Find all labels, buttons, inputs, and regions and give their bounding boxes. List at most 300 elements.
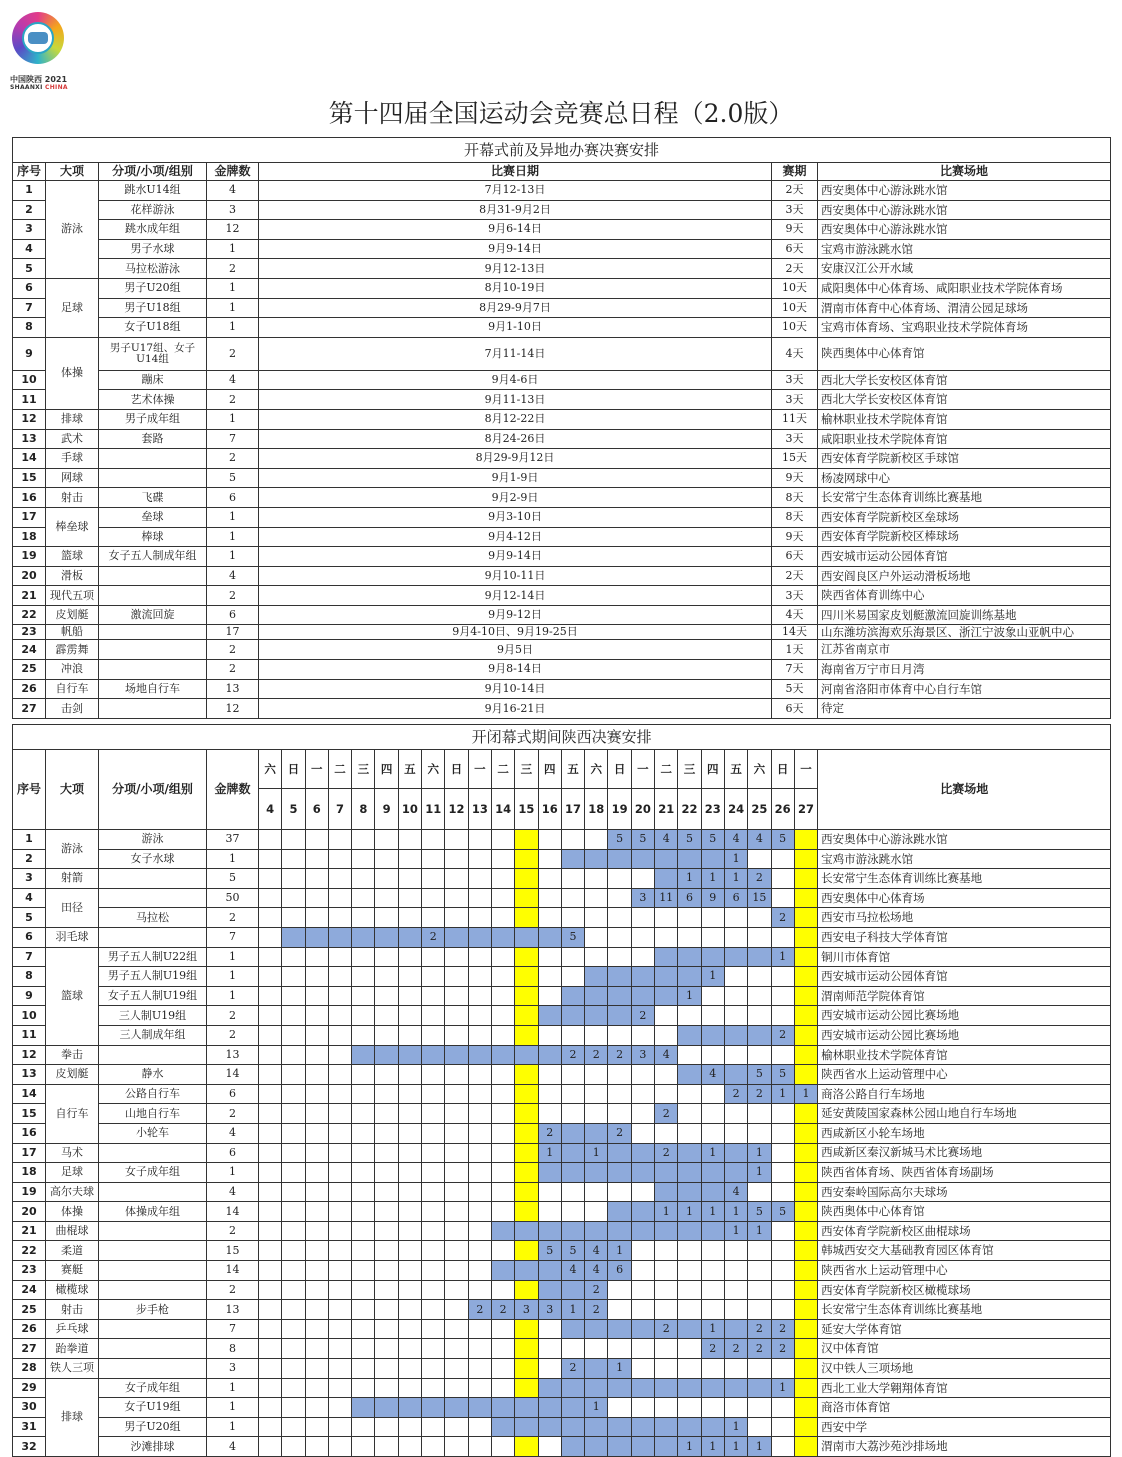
row-seq: 2 (13, 200, 46, 220)
day-cell: 1 (771, 1378, 794, 1398)
day-cell (375, 1319, 398, 1339)
day-cell (375, 869, 398, 889)
row-date: 8月29-9月12日 (259, 449, 772, 469)
day-cell (655, 927, 678, 947)
day-cell (585, 1359, 608, 1379)
day-cell (491, 1084, 514, 1104)
day-cell (561, 1417, 584, 1437)
row-seq: 24 (13, 640, 46, 660)
day-cell: 5 (631, 830, 654, 850)
day-cell (748, 986, 771, 1006)
row-seq: 13 (13, 1065, 46, 1085)
day-cell (328, 1359, 351, 1379)
row-event (99, 699, 207, 719)
day-cell (724, 1319, 747, 1339)
day-cell (491, 1398, 514, 1418)
day-cell: 5 (678, 830, 701, 850)
row-medals: 13 (207, 1045, 259, 1065)
day-cell (724, 927, 747, 947)
day-cell: 1 (748, 1163, 771, 1183)
day-cell (305, 1025, 328, 1045)
day-cell (282, 1339, 305, 1359)
day-cell (422, 849, 445, 869)
table-row (13, 1104, 1111, 1124)
day-cell (724, 1163, 747, 1183)
row-sport: 射击 (46, 488, 99, 508)
row-venue: 延安黄陵国家森林公园山地自行车场地 (818, 1104, 1111, 1124)
row-medals: 1 (207, 239, 259, 259)
day-cell (305, 1437, 328, 1457)
row-duration: 14天 (772, 625, 818, 640)
day-label: 15 (515, 789, 538, 830)
day-cell (422, 1065, 445, 1085)
row-event (99, 927, 207, 947)
day-cell: 1 (748, 1437, 771, 1457)
day-cell (328, 1143, 351, 1163)
day-cell (259, 1163, 282, 1183)
day-cell (538, 1163, 561, 1183)
day-cell: 1 (655, 1202, 678, 1222)
day-cell (398, 1163, 421, 1183)
day-cell (748, 1280, 771, 1300)
table-row (13, 278, 1111, 298)
row-event: 套路 (99, 429, 207, 449)
row-seq: 27 (13, 1339, 46, 1359)
row-event: 激流回旋 (99, 605, 207, 625)
table-row (13, 1300, 1111, 1320)
day-cell (585, 908, 608, 928)
row-seq: 22 (13, 605, 46, 625)
day-cell (701, 1280, 724, 1300)
day-cell (259, 986, 282, 1006)
day-cell (422, 1123, 445, 1143)
table-row (13, 830, 1111, 850)
day-cell (398, 1084, 421, 1104)
day-cell (445, 1417, 468, 1437)
day-cell (468, 1378, 491, 1398)
column-header-venue: 比赛场地 (818, 750, 1111, 830)
day-cell (771, 1221, 794, 1241)
row-seq: 20 (13, 1202, 46, 1222)
row-medals: 8 (207, 1339, 259, 1359)
row-medals: 50 (207, 888, 259, 908)
day-cell (259, 1437, 282, 1457)
row-medals: 14 (207, 1202, 259, 1222)
day-cell (771, 1300, 794, 1320)
day-cell (352, 1006, 375, 1026)
row-sport: 足球 (46, 278, 99, 337)
day-cell (282, 1123, 305, 1143)
row-venue: 西安奥体中心体育场 (818, 888, 1111, 908)
day-cell (585, 986, 608, 1006)
row-seq: 4 (13, 888, 46, 908)
day-cell (631, 1437, 654, 1457)
day-cell (468, 927, 491, 947)
day-cell (794, 830, 817, 850)
row-event (99, 625, 207, 640)
row-date: 9月4-12日 (259, 527, 772, 547)
day-cell (538, 1437, 561, 1457)
day-cell (305, 1417, 328, 1437)
day-cell (794, 1359, 817, 1379)
day-cell (631, 869, 654, 889)
day-cell (305, 1143, 328, 1163)
day-cell (445, 986, 468, 1006)
day-cell (491, 1280, 514, 1300)
day-cell: 2 (748, 1319, 771, 1339)
table-row (13, 1221, 1111, 1241)
day-cell (352, 1280, 375, 1300)
day-cell (585, 1084, 608, 1104)
row-medals: 12 (207, 220, 259, 240)
day-cell (422, 1437, 445, 1457)
row-seq: 12 (13, 1045, 46, 1065)
day-label: 24 (724, 789, 747, 830)
row-date: 9月11-13日 (259, 390, 772, 410)
row-event: 游泳 (99, 830, 207, 850)
day-cell (468, 947, 491, 967)
row-venue: 西北大学长安校区体育馆 (818, 370, 1111, 390)
day-cell (794, 1182, 817, 1202)
day-cell (655, 1123, 678, 1143)
day-cell (561, 1221, 584, 1241)
row-venue: 陕西奥体中心体育馆 (818, 1202, 1111, 1222)
row-medals: 1 (207, 986, 259, 1006)
table-row (13, 1378, 1111, 1398)
row-medals: 1 (207, 1398, 259, 1418)
day-cell (631, 927, 654, 947)
day-cell (398, 849, 421, 869)
day-cell (561, 1378, 584, 1398)
day-cell (282, 1104, 305, 1124)
table-row (13, 908, 1111, 928)
day-cell (375, 1339, 398, 1359)
weekday-header-row (13, 750, 1111, 789)
day-cell (655, 1261, 678, 1281)
row-seq: 11 (13, 1025, 46, 1045)
row-seq: 13 (13, 429, 46, 449)
day-cell (515, 1025, 538, 1045)
row-medals: 12 (207, 699, 259, 719)
day-cell (375, 1241, 398, 1261)
day-cell: 5 (748, 1202, 771, 1222)
day-cell (491, 1202, 514, 1222)
row-date: 9月6-14日 (259, 220, 772, 240)
day-cell (328, 1378, 351, 1398)
day-cell (422, 1359, 445, 1379)
day-cell (561, 1065, 584, 1085)
row-venue: 咸阳奥体中心体育场、咸阳职业技术学院体育场 (818, 278, 1111, 298)
day-cell (655, 1398, 678, 1418)
day-cell (585, 1123, 608, 1143)
day-cell (491, 888, 514, 908)
day-cell (445, 830, 468, 850)
row-date: 9月4-6日 (259, 370, 772, 390)
row-seq: 26 (13, 1319, 46, 1339)
day-cell (422, 947, 445, 967)
row-venue: 西安奥体中心游泳跳水馆 (818, 830, 1111, 850)
day-cell (328, 1339, 351, 1359)
day-cell (328, 869, 351, 889)
day-cell (771, 1359, 794, 1379)
day-cell (561, 830, 584, 850)
table-row (13, 586, 1111, 606)
row-medals: 7 (207, 1319, 259, 1339)
row-medals: 1 (207, 318, 259, 338)
row-venue: 西安城市运动公园体育馆 (818, 547, 1111, 567)
row-seq: 19 (13, 1182, 46, 1202)
day-cell (398, 1025, 421, 1045)
day-cell (328, 1123, 351, 1143)
row-seq: 19 (13, 547, 46, 567)
day-cell (631, 1202, 654, 1222)
day-cell (422, 1241, 445, 1261)
day-cell (282, 1182, 305, 1202)
row-duration: 10天 (772, 298, 818, 318)
day-cell (701, 947, 724, 967)
day-cell (724, 1025, 747, 1045)
day-cell: 2 (655, 1104, 678, 1124)
day-cell: 1 (724, 849, 747, 869)
day-cell (561, 1084, 584, 1104)
day-cell (398, 1437, 421, 1457)
day-cell (282, 1241, 305, 1261)
row-venue: 榆林职业技术学院体育馆 (818, 1045, 1111, 1065)
day-cell (328, 1104, 351, 1124)
day-cell (328, 1319, 351, 1339)
row-seq: 10 (13, 370, 46, 390)
day-cell: 1 (608, 1359, 631, 1379)
day-cell: 1 (701, 967, 724, 987)
row-event (99, 1221, 207, 1241)
day-cell (422, 1319, 445, 1339)
row-medals: 2 (207, 1221, 259, 1241)
row-medals: 6 (207, 605, 259, 625)
row-medals: 1 (207, 849, 259, 869)
day-cell: 1 (794, 1084, 817, 1104)
row-seq: 11 (13, 390, 46, 410)
row-sport: 足球 (46, 1163, 99, 1183)
row-seq: 12 (13, 409, 46, 429)
weekday-label: 二 (328, 750, 351, 789)
day-cell: 5 (608, 830, 631, 850)
day-cell (724, 1045, 747, 1065)
row-venue: 西安城市运动公园比赛场地 (818, 1006, 1111, 1026)
row-event (99, 1261, 207, 1281)
day-cell (561, 1280, 584, 1300)
row-duration: 3天 (772, 429, 818, 449)
row-event (99, 1182, 207, 1202)
row-venue: 河南省洛阳市体育中心自行车馆 (818, 679, 1111, 699)
day-cell (724, 1280, 747, 1300)
day-cell: 2 (655, 1143, 678, 1163)
day-cell (398, 1143, 421, 1163)
day-cell (631, 908, 654, 928)
day-cell (608, 1143, 631, 1163)
day-cell (608, 1065, 631, 1085)
day-cell (468, 1339, 491, 1359)
day-cell (771, 1437, 794, 1457)
day-cell (701, 908, 724, 928)
day-cell (794, 1339, 817, 1359)
day-label: 20 (631, 789, 654, 830)
day-cell (468, 1319, 491, 1339)
day-cell (585, 1006, 608, 1026)
day-cell (515, 1319, 538, 1339)
weekday-label: 四 (701, 750, 724, 789)
row-event: 小轮车 (99, 1123, 207, 1143)
day-cell (468, 1084, 491, 1104)
row-medals: 5 (207, 468, 259, 488)
row-sport: 橄榄球 (46, 1280, 99, 1300)
day-cell (398, 986, 421, 1006)
day-cell (375, 1143, 398, 1163)
row-venue: 西安体育学院新校区棒球场 (818, 527, 1111, 547)
day-cell (608, 986, 631, 1006)
row-event: 男子五人制U22组 (99, 947, 207, 967)
row-medals: 2 (207, 1006, 259, 1026)
day-cell (678, 1025, 701, 1045)
day-cell (631, 1300, 654, 1320)
day-cell (445, 1319, 468, 1339)
row-date: 9月10-11日 (259, 566, 772, 586)
row-seq: 15 (13, 1104, 46, 1124)
day-cell (794, 1025, 817, 1045)
day-label: 5 (282, 789, 305, 830)
day-cell (282, 1319, 305, 1339)
day-cell (794, 1202, 817, 1222)
table-row (13, 200, 1111, 220)
row-medals: 1 (207, 947, 259, 967)
row-duration: 15天 (772, 449, 818, 469)
day-cell (352, 849, 375, 869)
day-cell (282, 1437, 305, 1457)
table-row (13, 947, 1111, 967)
day-cell (305, 1045, 328, 1065)
day-cell (398, 1280, 421, 1300)
row-date: 8月12-22日 (259, 409, 772, 429)
table-row (13, 318, 1111, 338)
day-cell: 2 (608, 1045, 631, 1065)
day-cell (445, 869, 468, 889)
day-cell (561, 1202, 584, 1222)
day-cell (748, 1359, 771, 1379)
row-sport: 射击 (46, 1300, 99, 1320)
row-medals: 2 (207, 1280, 259, 1300)
day-cell (491, 967, 514, 987)
row-venue: 安康汉江公开水域 (818, 259, 1111, 279)
day-cell (305, 1398, 328, 1418)
day-label: 7 (328, 789, 351, 830)
day-cell: 1 (724, 1437, 747, 1457)
day-cell (701, 1182, 724, 1202)
day-cell (608, 1182, 631, 1202)
day-cell (445, 1065, 468, 1085)
day-cell (398, 888, 421, 908)
day-cell (678, 1398, 701, 1418)
day-cell (538, 869, 561, 889)
day-cell (468, 830, 491, 850)
day-cell (585, 947, 608, 967)
day-cell: 2 (468, 1300, 491, 1320)
row-medals: 4 (207, 1437, 259, 1457)
day-cell (701, 1241, 724, 1261)
row-sport: 赛艇 (46, 1261, 99, 1281)
day-cell (445, 1163, 468, 1183)
row-event: 男子成年组 (99, 409, 207, 429)
row-sport: 击剑 (46, 699, 99, 719)
day-cell (445, 1261, 468, 1281)
day-cell (398, 908, 421, 928)
row-medals: 2 (207, 586, 259, 606)
day-cell (515, 1143, 538, 1163)
day-cell: 2 (701, 1339, 724, 1359)
row-event (99, 888, 207, 908)
day-cell (538, 1182, 561, 1202)
day-cell (375, 1006, 398, 1026)
day-cell (398, 830, 421, 850)
day-cell (491, 1025, 514, 1045)
day-label: 26 (771, 789, 794, 830)
day-cell (748, 1398, 771, 1418)
row-date: 7月12-13日 (259, 181, 772, 201)
day-cell (282, 1202, 305, 1222)
day-cell (678, 1123, 701, 1143)
day-cell (468, 986, 491, 1006)
weekday-label: 一 (468, 750, 491, 789)
day-cell: 2 (422, 927, 445, 947)
row-sport: 篮球 (46, 547, 99, 567)
day-cell (561, 1182, 584, 1202)
day-cell (538, 1025, 561, 1045)
day-cell (352, 888, 375, 908)
table-row (13, 1241, 1111, 1261)
row-seq: 26 (13, 679, 46, 699)
table-row (13, 640, 1111, 660)
opening-period-schedule-table (12, 724, 1111, 1457)
day-cell (724, 1065, 747, 1085)
day-cell (515, 1182, 538, 1202)
day-cell (678, 1378, 701, 1398)
day-cell: 5 (748, 1065, 771, 1085)
row-duration: 11天 (772, 409, 818, 429)
row-sport: 田径 (46, 888, 99, 927)
day-label: 9 (375, 789, 398, 830)
row-venue: 韩城西安交大基础教育园区体育馆 (818, 1241, 1111, 1261)
row-seq: 9 (13, 986, 46, 1006)
day-cell (701, 1300, 724, 1320)
day-cell: 5 (771, 1065, 794, 1085)
day-cell (328, 986, 351, 1006)
row-event: 男子U20组 (99, 278, 207, 298)
day-cell (305, 849, 328, 869)
day-cell (491, 1123, 514, 1143)
row-seq: 16 (13, 1123, 46, 1143)
day-cell (515, 1280, 538, 1300)
day-cell (398, 1300, 421, 1320)
day-cell (259, 1319, 282, 1339)
row-date: 9月8-14日 (259, 660, 772, 680)
day-cell (328, 1084, 351, 1104)
day-cell (282, 986, 305, 1006)
day-cell (352, 1241, 375, 1261)
row-duration: 2天 (772, 259, 818, 279)
day-cell (655, 908, 678, 928)
day-cell (422, 1202, 445, 1222)
day-cell (701, 849, 724, 869)
day-cell: 3 (515, 1300, 538, 1320)
day-cell (585, 967, 608, 987)
